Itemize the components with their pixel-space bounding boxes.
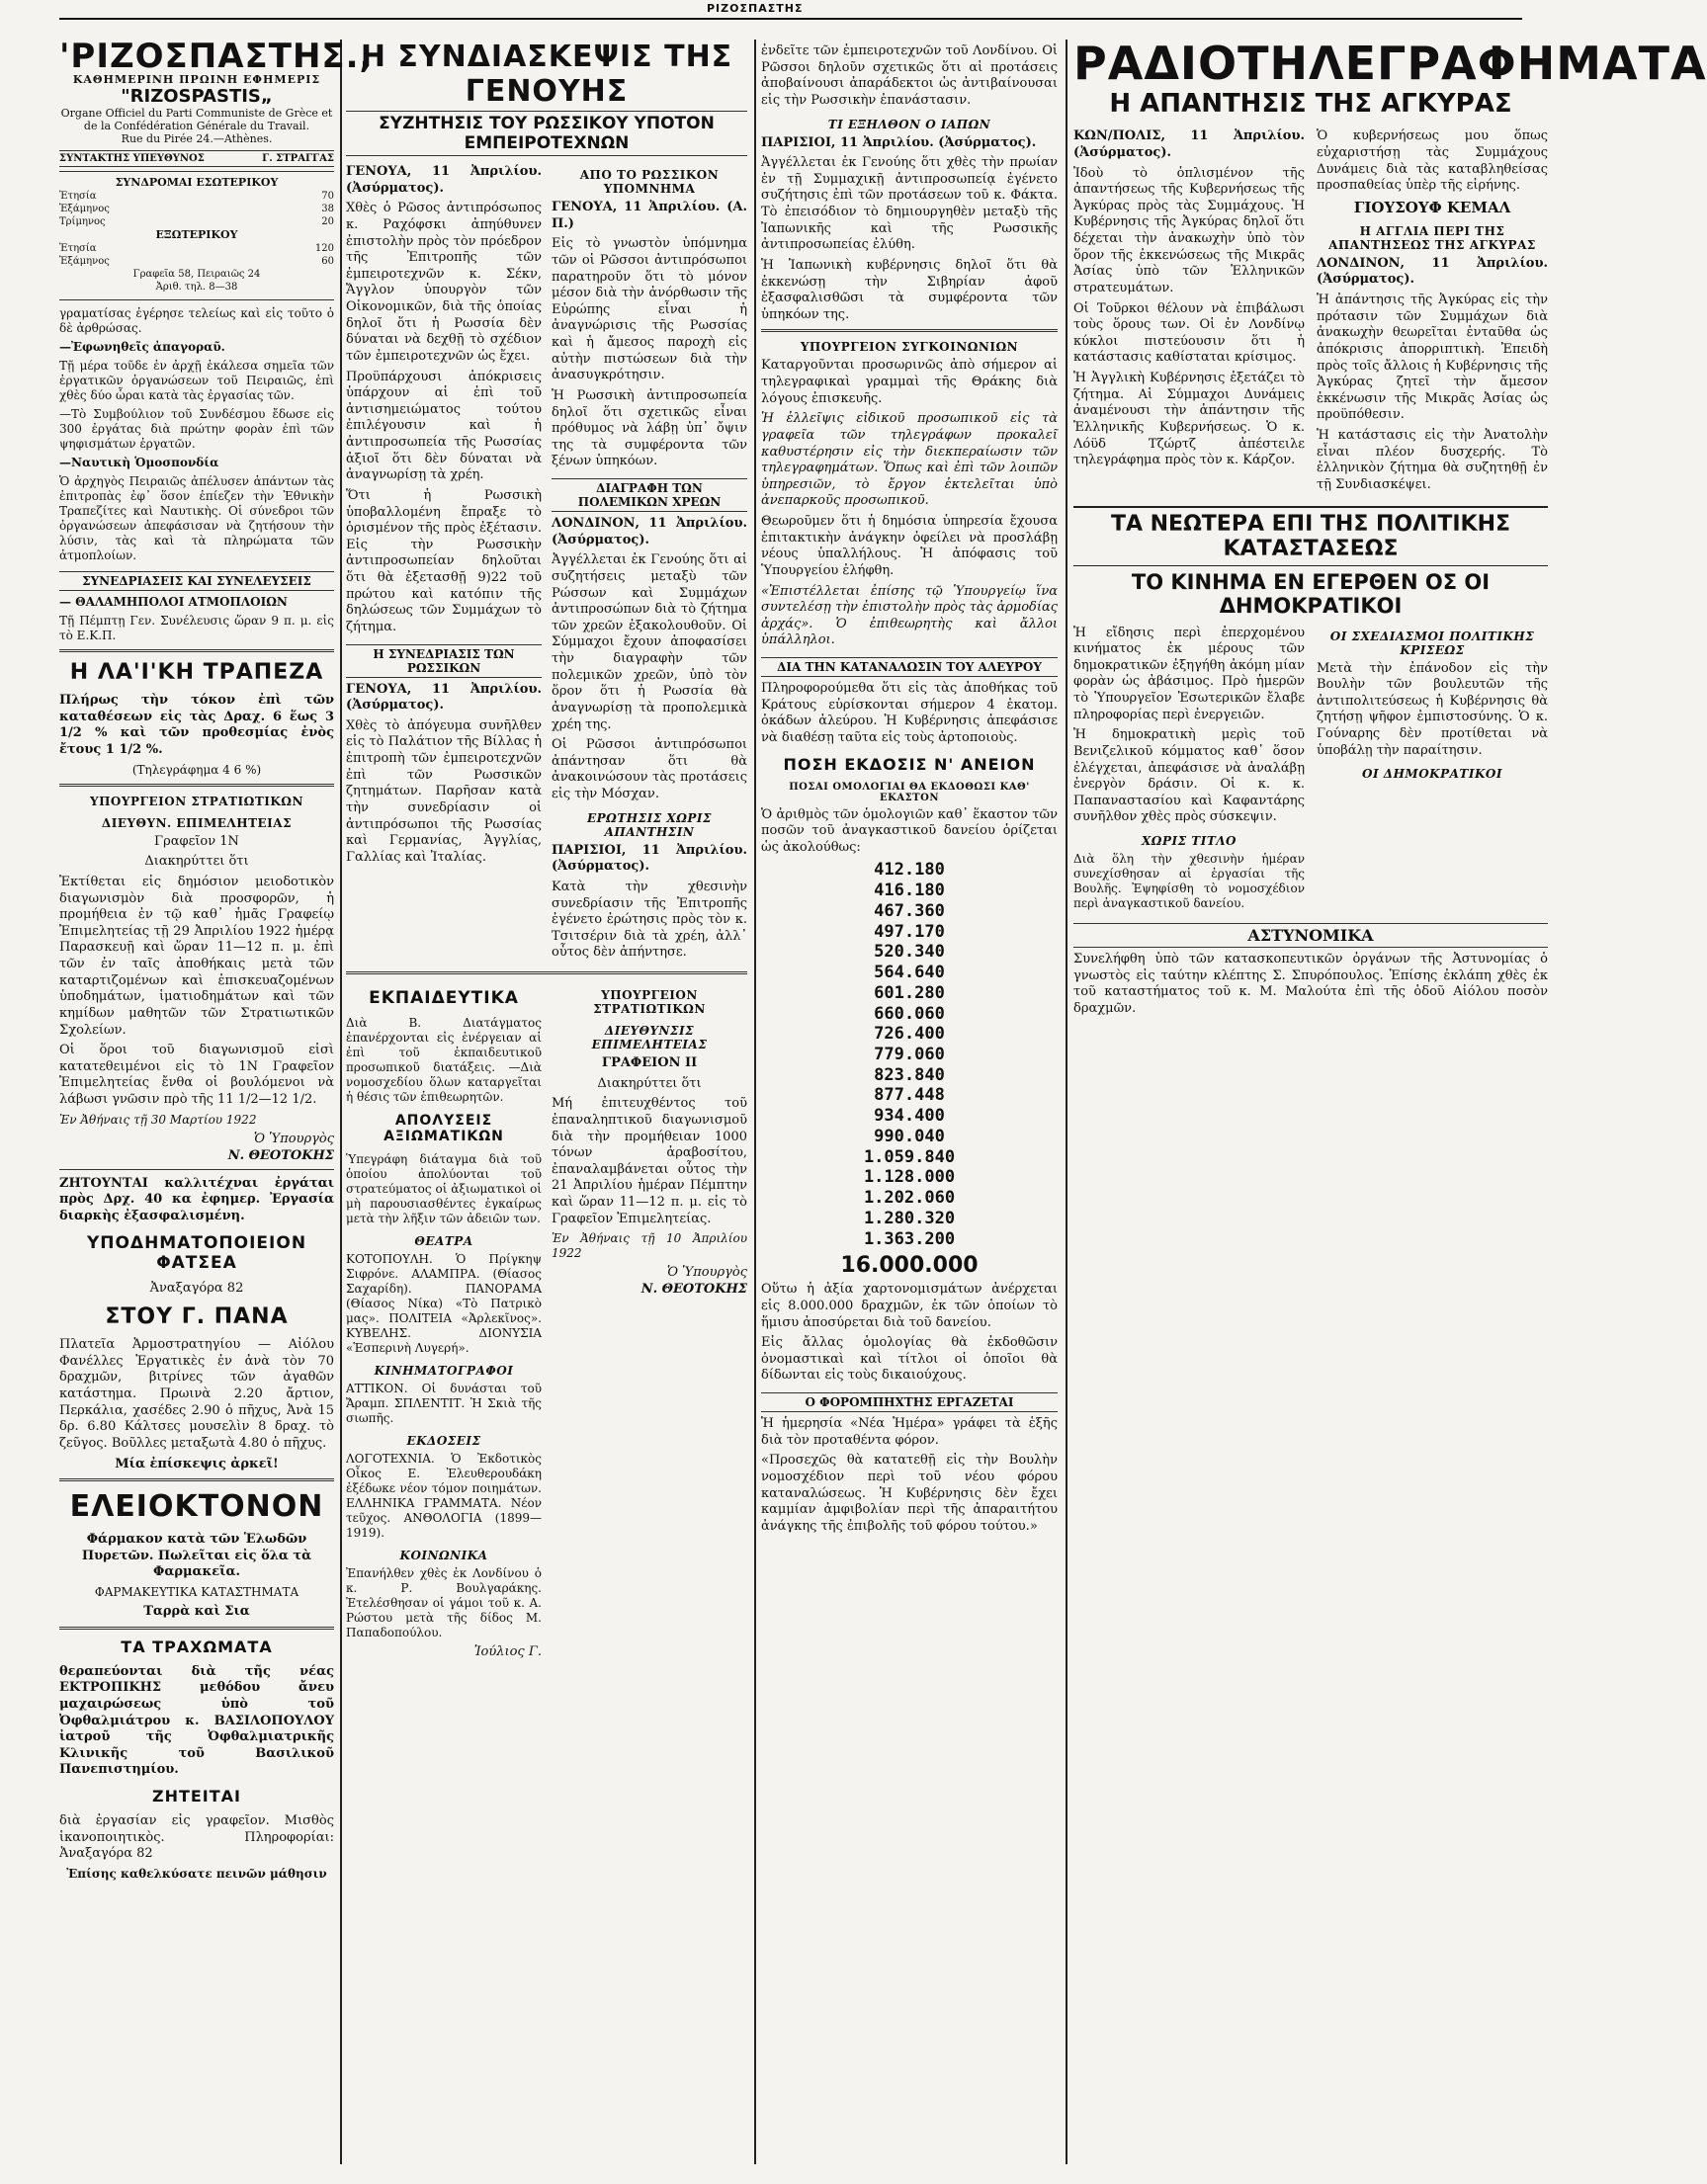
column-2 (346, 40, 747, 2164)
conference-head: Η ΣΥΝΕΔΡΙΑΣΙΣ ΤΩΝ ΡΩΣΣΙΚΩΝ (346, 644, 542, 678)
ministry2-title: ΥΠΟΥΡΓΕΙΟΝ ΣΤΡΑΤΙΩΤΙΚΩΝ (593, 988, 706, 1016)
kemal-text: Ἡ ἀπάντησις τῆς Ἀγκύρας εἰς τὴν πρότασιν τῶν Συμμάχων διὰ ἀνακωχὴν θεωρεῖται ἐνταῦθα ὡς ἀπόκρισις ἀπορριπτικὴ. Ἐπειδὴ πρὸς τοῖς ἄλλοις ἡ Κυβέρνησις τῆς Ἀγκύρας ζητεῖ τὴν ἄμεσον ἐκκένωσιν τῆς Μικρᾶς Ἀσίας ὡς προϋπόθεσιν. (1317, 293, 1548, 423)
pensions-text: Ὑπεγράφη διάταγμα διὰ τοῦ ὁποίου ἀπολύονται τοῦ στρατεύματος οἱ ἀξιωματικοὶ οἱ μὴ παρουσιασθέντες ἐγκαίρως μετὰ τὴν λῆξιν τῶν ἀδειῶν των. (346, 1152, 542, 1225)
workers-text-2: «Προσεχῶς θὰ κατατεθῇ εἰς τὴν Βουλὴν νομοσχέδιον περὶ τοῦ νέου φόρου καταναλώσεως. Ἡ Κυβέρνησις δὲν ἔχει καμμίαν ἀμφιβολίαν περὶ τῆς ἀπαραιτήτου ἀνάγκης τῆς ἐπιβολῆς τοῦ φόρου τούτου.» (761, 1453, 1058, 1534)
japan-text: Ἀγγέλλεται ἐκ Γενούης ὅτι χθὲς τὴν πρωίαν ἐν τῇ Συμμαχικῇ ἀντιπροσωπείᾳ ἐγένετο συζήτησις ἐπὶ τῶν προτάσεων τοῦ κ. Φάκτα. Τὸ ἐπεισόδιον τὸ δημιουργηθὲν μεταξὺ τῆς Ἰαπωνικῆς καὶ τῆς Ρωσσικῆς ἀντιπροσωπείας ἐλύθη. (761, 155, 1058, 253)
police-head: ΑΣΤΥΝΟΜΙΚΑ (1073, 923, 1548, 948)
lower-left (346, 980, 542, 1661)
ministry-text-2: Οἱ ὅροι τοῦ διαγωνισμοῦ εἰσὶ κατατεθειμένοι εἰς τὸ 1Ν Γραφεῖον Ἐπιμελητείας ἔνθα οἱ βουλόμενοι νὰ λάβωσι γνῶσιν πρὸ τῆς 11 1/2—12 1/2. (59, 1043, 334, 1108)
crisis-head: ΟΙ ΣΧΕΔΙΑΣΜΟΙ ΠΟΛΙΤΙΚΗΣ ΚΡΙΣΕΩΣ (1329, 629, 1535, 657)
article-text: Ἡ Ρωσσικὴ ἀντιπροσωπεία δηλοῖ ὅτι σχετικῶς εἶναι πρόθυμος νὰ λάβῃ ὑπ᾽ ὄψιν της τὰ συμφέροντα τῶν ξένων ὑπηκόων. (552, 387, 747, 469)
ministry-subtitle: ΔΙΕΥΘΥΝ. ΕΠΙΜΕΛΗΤΕΙΑΣ (101, 815, 293, 830)
meetings-text: Τῇ Πέμπτῃ Γεν. Συνέλευσις ὥραν 9 π. μ. εἰς τὸ Ε.Κ.Π. (59, 614, 334, 643)
bond-number: 823.840 (874, 1064, 945, 1085)
politics-head: ΤΑ ΝΕΩΤΕΡΑ ΕΠΙ ΤΗΣ ΠΟΛΙΤΙΚΗΣ ΚΑΤΑΣΤΑΣΕΩΣ (1073, 506, 1548, 566)
theatre-title: ΘΕΑΤΡΑ (414, 1234, 473, 1248)
dateline: ΚΩΝ/ΠΟΛΙΣ, 11 Ἀπριλίου. (Ἀσύρματος). (1073, 128, 1305, 160)
insecticide-text: Φάρμακον κατὰ τῶν Ἑλωδῶν Πυρετῶν. Πωλεῖται εἰς ὅλα τὰ Φαρμακεῖα. (81, 1532, 312, 1580)
article-text: Χθὲς τὸ ἀπόγευμα συνῆλθεν εἰς τὸ Παλάτιον τῆς Βίλλας ἡ ἐπιτροπὴ τῶν ἐμπειροτεχνῶν ἐπὶ τῶν Ρωσσικῶν ζητημάτων. Παρῆσαν κατὰ τὴν συνεδρίασιν οἱ ἀντιπρόσωποι τῆς Ρωσσίας καὶ Γερμανίας, Ἀγγλίας, Γαλλίας καὶ Ἰταλίας. (346, 717, 542, 865)
arrest-title: —Ἐφωνηθεῖς ἀπαγοραῦ. (59, 340, 225, 355)
article-text: Ἀγγέλλεται ἐκ Γενούης ὅτι αἱ συζητήσεις μεταξὺ τῶν Ρώσσων καὶ Συμμάχων ἀντιπροσώπων διὰ τὸ ζήτημα τῶν χρεῶν ἐξακολουθοῦν. Οἱ Σύμμαχοι ἔχουν ἀποφασίσει τὴν διαγραφὴν τῶν πολεμικῶν χρεῶν, ὑπὸ τὸν ὅρον ὅτι ἡ Ρωσσία θὰ ἀναγνωρίσῃ τὰ προπολεμικὰ χρέη της. (552, 552, 747, 732)
seek-text: διὰ ἐργασίαν εἰς γραφεῖον. Μισθὸς ἱκανοποιητικὸς. Πληροφορίαι: Ἀναξαγόρα 82 (59, 1813, 334, 1862)
bond-total: 16.000.000 (840, 1253, 979, 1279)
unanswered-head: ΕΡΩΤΗΣΙΣ ΧΩΡΙΣ ΑΠΑΝΤΗΣΙΝ (587, 810, 712, 839)
lead-right (552, 160, 747, 966)
ministry2-signature: Ν. ΘΕΟΤΟΚΗΣ (640, 1282, 747, 1298)
kemal-text-3: Ἡ Ἀγγλικὴ Κυβέρνησις ἐξετάζει τὸ ζήτημα. Αἱ Σύμμαχοι Δυνάμεις ἀναμένουσι τὴν ἀπάντησιν τῆς Ἑλληνικῆς Κυβερνήσεως. Ὁ κ. Λόϋδ Τζώρτζ ἀπέστειλε τηλεγράφημα πρὸς τὸν κ. Κάρζον. (1073, 371, 1305, 468)
communications-text-4: «Ἐπιστέλλεται ἐπίσης τῷ Ὑπουργείῳ ἵνα συντελέσῃ τὴν ἐπιστολὴν πρὸς τὰς ἀρμοδίας ἀρχάς». Ὁ ἐπιθεωρητὴς καὶ ἄλλοι ὑπάλληλοι. (761, 583, 1058, 648)
ministry2-text: Μή ἐπιτευχθέντος τοῦ ἐπαναληπτικοῦ διαγωνισμοῦ διὰ τὴν προμήθειαν 1000 τόνων ἀραβοσίτου, ἐπαναλαμβάνεται οὗτος τὴν 21 Ἀπριλίου ἡμέραν Πέμπτην καὶ ὥραν 11—12 π. μ. εἰς τὸ Γραφεῖον Ἐπιμελητείας. (552, 1096, 747, 1226)
bond-number: 990.040 (874, 1126, 945, 1146)
dateline: ΓΕΝΟΥΑ, 11 Ἀπριλίου. (Α. Π.) (552, 200, 747, 231)
notitle-head: ΧΩΡΙΣ ΤΙΤΛΟ (1141, 834, 1238, 849)
director-name: Γ. ΣΤΡΑΓΓΑΣ (262, 152, 334, 164)
bond-number: 1.059.840 (863, 1146, 956, 1167)
subscription-row (59, 215, 334, 228)
bond-number: 497.170 (874, 921, 945, 942)
arrest-text: Τῇ μέρα τοῦδε ἐν ἀρχῇ ἐκάλεσα σημεῖα τῶν ἐργατικῶν ὀργανώσεων τοῦ Πειραιῶς, ἐπὶ χθὲς δύο ὧραι κατὰ τὰς ἐργασίας τῶν. (59, 359, 334, 403)
cinema-text: ΑΤΤΙΚΟΝ. Οἱ δυνάσται τοῦ Ἄραμπ. ΣΠΛΕΝΤΙΤ. Ἡ Σκιὰ τῆς σιωπῆς. (346, 1382, 542, 1425)
store-title: ΣΤΟΥ Γ. ΠΑΝΑ (105, 1304, 289, 1330)
lead-text: ἐνδεῖτε τῶν ἐμπειροτεχνῶν τοῦ Λονδίνου. Οἱ Ρῶσσοι δηλοῦν σχετικῶς ὅτι αἱ προτάσεις ἀποβαίνουσι ἀπαράδεκτοι ὡς ἀντιβαίνουσαι εἰς τὴν Ρωσσικὴν ἐπανάστασιν. (761, 43, 1058, 108)
workers-text: Ἡ ἡμερησία «Νέα Ἡμέρα» γράφει τὰ ἑξῆς διὰ τὸν προταθέντα φόρον. (761, 1416, 1058, 1448)
trachoma-text: θεραπεύονται διὰ τῆς νέας ΕΚΤΡΟΠΙΚΗΣ μεθόδου ἄνευ μαχαιρώσεως ὑπὸ τοῦ Ὀφθαλμιάτρου κ. ΒΑΣΙΛΟΠΟΥΛΟΥ ἰατροῦ τῆς Ὀφθαλμιατρικῆς Κλινικῆς τοῦ Βασιλικοῦ Πανεπιστημίου. (59, 1663, 334, 1778)
shoe-store-address: Ἀναξαγόρα 82 (149, 1280, 244, 1296)
sub-label: Ἐτησία (59, 190, 97, 202)
ministry-text: Ἐκτίθεται εἰς δημόσιον μειοδοτικὸν διαγωνισμὸν διὰ προσφορῶν, ἡ προμήθεια ἐν τῷ καθ᾽ ἡμᾶς Γραφείῳ Ἐπιμελητείας τῇ 29 Ἀπριλίου 1922 ἡμέρᾳ Παρασκευῇ καὶ ὥραν 11—12 π. μ. ἐπὶ τῶν ἐν ταῖς ἀποθήκαις μετὰ τῶν καταρτιζομένων καὶ ἐπισκευαζομένων ὑποδημάτων, ἱματιοδημάτων καὶ τῶν κημίδων μαθητῶν τῶν Στρατιωτικῶν Σχολείων. (59, 874, 334, 1038)
ministry2-minister: Ὁ Ὑπουργὸς (666, 1265, 747, 1281)
politics-text: Ἡ εἴδησις περὶ ἐπερχομένου κινήματος ἐκ μέρους τῶν δημοκρατικῶν ἐξηγήθη ἀκόμη μίαν φορὰν ὡς ἀβάσιμος. Πρὸ ἡμερῶν τὸ Ὑπουργεῖον Ἐσωτερικῶν ἔλαβε πληροφορίας περὶ ἐνεργειῶν. (1073, 625, 1305, 722)
drachmas-sub: ΠΟΣΑΙ ΟΜΟΛΟΓΙΑΙ ΘΑ ΕΚΔΟΘΩΣΙ ΚΑΘ' ΕΚΑΣΤΟΝ (789, 781, 1030, 803)
bank-sign: (Τηλεγράφημα 4 6 %) (131, 762, 262, 777)
bond-number: 416.180 (874, 881, 945, 901)
ministry2-date: Ἐν Ἀθήναις τῇ 10 Ἀπριλίου 1922 (552, 1231, 747, 1261)
ministry-title: ΥΠΟΥΡΓΕΙΟΝ ΣΤΡΑΤΙΩΤΙΚΩΝ (90, 794, 303, 808)
article-text: Ὅτι ἡ Ρωσσικὴ ὑποβαλλομένη ἔπραξε τὸ ὁρισμένον τῆς πρὸς ἐξέτασιν. Εἰς τὴν Ρωσσικὴν ἀντιπροσωπείαν δηλοῦται ὅτι θὰ ἐξετασθῇ 9)22 τοῦ πρώτου καὶ κατόπιν τῆς δηλώσεως τῶν Συμμάχων τὸ ζήτημα. (346, 487, 542, 634)
bond-number: 467.360 (874, 900, 945, 921)
publications-text: ΛΟΓΟΤΕΧΝΙΑ. Ὁ Ἐκδοτικὸς Οἶκος Ε. Ἐλευθερουδάκη ἐξέδωκε νέον τόμον ποιημάτων. ΕΛΛΗΝΙΚΑ ΓΡΑΜΜΑΤΑ. Νέον τεῦχος. ΑΝΘΟΛΟΓΙΑ (1899—1919). (346, 1452, 542, 1540)
column-rule (340, 40, 342, 2164)
democrats-text: Ἡ δημοκρατικὴ μερὶς τοῦ Βενιζελικοῦ κόμματος καθ᾽ ὅσον ἐλέγχεται, ἀπεφάσισε νὰ ἀναλάβῃ ἐνεργὸν δράσιν. Οἱ κ. κ. Παπαναστασίου καὶ Καφαντάρης συνῆλθον χθὲς πρὸς σύσκεψιν. (1073, 727, 1305, 825)
communications-title: ΥΠΟΥΡΓΕΙΟΝ ΣΥΓΚΟΙΝΩΝΙΩΝ (800, 340, 1019, 355)
ankara-text: Ἰδοὺ τὸ ὁπλισμένον τῆς ἀπαντήσεως τῆς Κυβερνήσεως τῆς Ἀγκύρας πρὸς τὰς Συμμάχους. Ἡ Κυβέρνησις τῆς Ἀγκύρας δηλοῖ ὅτι δέχεται τὴν ἀνακωχὴν ὑπὸ τὸν ὅρον τῆς ἐκκενώσεως τῆς Μικρᾶς Ἀσίας ὑπὸ τῶν Ἑλληνικῶν στρατευμάτων. (1073, 165, 1305, 295)
naval-title: —Ναυτικὴ Ὁμοσπονδία (59, 456, 219, 470)
article-text: Προϋπάρχουσι ἀπόκρισεις ὑπάρχουν αἱ ἐπὶ τοῦ ἀντισημειώματος τούτου ἐπιλέγουσιν καὶ ἡ ἀντιπροσωπεία τῆς Ρωσσίας ἀξιοῖ ὅτι δὲν δύναται νὰ ἀναγνωρίσῃ τὰ χρέη. (346, 369, 542, 483)
bank-title: Η ΛΑ'Ι'ΚΗ ΤΡΑΠΕΖΑ (69, 660, 324, 686)
crisis-text: Μετὰ τὴν ἐπάνοδον εἰς τὴν Βουλὴν τῶν βουλευτῶν τῆς ἀντιπολιτεύσεως ἡ Κυβέρνησις θὰ ζητήσῃ ψῆφον ἐμπιστοσύνης. Ὁ κ. Γούναρης δὲν προτίθεται νὰ ὑποβάλῃ τὴν παραίτησιν. (1317, 660, 1548, 758)
politics-left (1073, 622, 1305, 916)
social-title: ΚΟΙΝΩΝΙΚΑ (399, 1549, 488, 1562)
bond-number: 779.060 (874, 1044, 945, 1064)
pharmacy-label: ΦΑΡΜΑΚΕΥΤΙΚΑ ΚΑΤΑΣΤΗΜΑΤΑ (94, 1585, 299, 1600)
shoe-store-title: ΥΠΟΔΗΜΑΤΟΠΟΙΕΙΟΝ ΦΑΤΣΕΑ (86, 1232, 307, 1273)
kemal-text-2: Οἱ Τοῦρκοι θέλουν νὰ ἐπιβάλωσι τοὺς ὅρους των. Οἱ ἐν Λονδίνῳ κύκλοι πιστεύουσιν ὅτι ἡ κατάστασις καθίσταται κρίσιμος. (1073, 300, 1305, 366)
kemal-text-4: Ἡ κατάστασις εἰς τὴν Ἀνατολὴν εἶναι πλέον δυσχερής. Τὸ ἑλληνικὸν ζήτημα θὰ συζητηθῇ ἐν τῇ Συνδιασκέψει. (1317, 428, 1548, 492)
intro-text: γραματίσας ἐγέρησε τελείως καὶ εἰς τοῦτο ὁ δὲ ἀρθρώσας. (59, 306, 334, 336)
communications-text: Καταργοῦνται προσωρινῶς ἀπὸ σήμερον αἱ τηλεγραφικαὶ γραμμαὶ τῆς Θράκης διὰ λόγους ἐπισκευῆς. (761, 358, 1058, 406)
running-title: ΡΙΖΟΣΠΑΣΤΗΣ (707, 2, 804, 15)
column-rule (754, 40, 756, 2164)
meetings-title: — ΘΑΛΑΜΗΠΟΛΟΙ ΑΤΜΟΠΛΟΙΩΝ (59, 595, 288, 610)
lower-columns (346, 980, 747, 1661)
main-subheadline: ΣΥΖΗΤΗΣΙΣ ΤΟΥ ΡΩΣΣΙΚΟΥ ΥΠΟΤΟΝ ΕΜΠΕΙΡΟΤΕΧΝΩΝ (346, 111, 747, 156)
radio-headline: ΡΑΔΙΟΤΗΛΕΓΡΑΦΗΜΑΤΑ (1073, 37, 1707, 90)
article-text: Εἰς τὸ γνωστὸν ὑπόμνημα τῶν οἱ Ρῶσσοι ἀντιπρόσωποι παρατηροῦν ὅτι τὸ μόνον μέσον διὰ τὴν ἀνόρθωσιν τῆς Εὐρώπης εἶναι ἡ ἀναγνώρισις τῆς Ρωσσίας καὶ ἡ ἄμεσος παροχὴ εἰς αὐτὴν πιστώσεων διὰ τὴν ἀνασυγκρότησιν. (552, 236, 747, 383)
director-label: ΣΥΝΤΑΚΤΗΣ ΥΠΕΥΘΥΝΟΣ (59, 152, 205, 164)
column-rule (1066, 40, 1067, 2164)
politics-right (1317, 622, 1548, 916)
dateline: ΠΑΡΙΣΙΟΙ, 11 Ἀπριλίου. (Ἀσύρματος). (552, 842, 747, 875)
article-text: Οἱ Ρῶσσοι ἀντιπρόσωποι ἀπάντησαν ὅτι θὰ ἀνακοινώσουν τὰς προτάσεις εἰς τὴν Μόσχαν. (552, 737, 747, 801)
yusuf-head: ΓΙΟΥΣΟΥΦ ΚΕΜΑΛ (1353, 198, 1511, 216)
pensions-title: ΑΠΟΛΥΣΕΙΣ ΑΞΙΩΜΑΤΙΚΩΝ (384, 1113, 504, 1144)
insecticide-title: ΕΛΕΙΟΚΤΟΝΟΝ (69, 1489, 324, 1525)
workers-head: Ο ΦΟΡΟΜΠΗΧΤΗΣ ΕΡΓΑΖΕΤΑΙ (761, 1392, 1058, 1412)
article-text: Χθὲς ὁ Ρῶσος ἀντιπρόσωπος κ. Ραχόφσκι ἀπηύθυνεν ἐπιστολὴν πρὸς τὸν πρόεδρον τῆς Ἐπιτροπῆς τῶν ἐμπειροτεχνῶν κ. Σέκν, Ἄγγλον ὑπουργὸν τῶν Οἰκονομικῶν, διὰ τῆς ὁποίας δηλοῖ ὅτι ἡ Ρωσσία δὲν δύναται νὰ δεχθῇ τὸ σχέδιον τῶν ἐμπειροτεχνῶν ὡς ἔχει. (346, 201, 542, 364)
subscription-row (59, 255, 334, 268)
sub-value: 120 (314, 243, 334, 255)
ankara-text-2: Ὁ κυβερνήσεως μου ὅπως εὐχαριστήσῃ τὰς Συμμάχους Δυνάμεις διὰ τὰς καταβληθείσας προσπαθείας ὑπὲρ τῆς εἰρήνης. (1317, 128, 1548, 194)
column-4 (1073, 37, 1707, 2164)
japan-head: ΤΙ ΕΞΗΛΘΟΝ Ο ΙΑΠΩΝ (827, 117, 991, 131)
ministry-minister: Ὁ Ὑπουργὸς (253, 1131, 334, 1146)
politics-columns (1073, 622, 1548, 916)
debts-head: ΔΙΑΓΡΑΦΗ ΤΩΝ ΠΟΛΕΜΙΚΩΝ ΧΡΕΩΝ (552, 478, 747, 512)
ministry2-subtitle: ΔΙΕΥΘΥΝΣΙΣ ΕΠΙΜΕΛΗΤΕΙΑΣ (591, 1024, 708, 1051)
subscriptions-header: ΣΥΝΔΡΟΜΑΙ ΕΣΩΤΕΡΙΚΟΥ (115, 175, 279, 189)
subscription-row (59, 203, 334, 215)
sub-label: Ἑξάμηνος (59, 256, 110, 268)
sub-label: Ἐτησία (59, 243, 97, 255)
kemal-head: Η ΑΓΓΛΙΑ ΠΕΡΙ ΤΗΣ ΑΠΑΝΤΗΣΕΩΣ ΤΗΣ ΑΓΚΥΡΑΣ (1328, 223, 1536, 252)
director-bar (59, 150, 334, 167)
sub-label: Τρίμηνος (59, 215, 106, 227)
education-text: Διὰ Β. Διατάγματος ἐπανέρχονται εἰς ἐνέργειαν αἱ ἐπὶ τοῦ ἐκπαιδευτικοῦ προσωπικοῦ διατάξεις. —Διὰ νομοσχεδίου ὅλων καταργεῖται ἡ θέσις τῶν ἐπιθεωρητῶν. (346, 1016, 542, 1104)
bond-number: 520.340 (874, 942, 945, 963)
sidebar-head: ΑΠΟ ΤΟ ΡΩΣΣΙΚΟΝ ΥΠΟΜΝΗΜΑ (579, 168, 720, 196)
sub-label: Ἑξάμηνος (59, 203, 110, 214)
politics-sub: ΤΟ ΚΙΝΗΜΑ ΕΝ ΕΓΕΡΘΕΝ ΟΣ ΟΙ ΔΗΜΟΚΡΑΤΙΚΟΙ (1131, 569, 1491, 618)
pharmacy-name: Ταρρὰ καὶ Σια (143, 1604, 250, 1620)
bond-number: 934.400 (874, 1106, 945, 1127)
phone-number: Ἀριθ. τηλ. 8—38 (155, 282, 238, 294)
naval-text: Ὁ ἀρχηγὸς Πειραιῶς ἀπέλυσεν ἁπάντων τὰς ἐπιτροπὰς ἐφ᾽ ὅσον ἐπίεζεν τὴν Ἐθνικὴν Τραπεζίτες καὶ Ναυτικὴς. Οἱ σύνεδροι τῶν ὀργανώσεων ἀπεφάσισαν νὰ ζητήσουν τὴν λύσιν, τὰς καὶ τὰ πληρώματα τῶν ἀτμοπλοίων. (59, 474, 334, 563)
subscriptions (59, 176, 334, 294)
ministry2-office: ΓΡΑΦΕΙΟΝ ΙΙ (601, 1055, 698, 1070)
column-3 (761, 40, 1058, 2164)
cinema-title: ΚΙΝΗΜΑΤΟΓΡΑΦΟΙ (374, 1364, 514, 1378)
ministry-office: Γραφεῖον 1Ν (154, 833, 239, 849)
lead-columns (346, 160, 747, 966)
ministry-signature: Ν. ΘΕΟΤΟΚΗΣ (227, 1147, 334, 1163)
notitle-text: Διὰ ὅλη τὴν χθεσινὴν ἡμέραν συνεχίσθησαν αἱ ἐργασίαι τῆς Βουλῆς. Ἐψηφίσθη τὸ νομοσχέδιον περὶ ἀναγκαστικοῦ δανείου. (1073, 852, 1305, 911)
newspaper-latin-name: "RIZOSPASTIS„ (121, 86, 273, 107)
drachmas-text: Ὁ ἀριθμὸς τῶν ὁμολογιῶν καθ᾽ ἕκαστον τῶν ποσῶν τοῦ ἀναγκαστικοῦ δανείου ὀρίζεται ὡς ἀκολούθως: (761, 806, 1058, 855)
radio-columns (1073, 125, 1548, 497)
seek-title: ΖΗΤΕΙΤΑΙ (151, 1787, 242, 1806)
bond-number: 1.363.200 (863, 1228, 956, 1249)
ministry-date: Ἐν Ἀθήναις τῇ 30 Μαρτίου 1922 (59, 1112, 257, 1127)
trachoma-title: ΤΑ ΤΡΑΧΩΜΑΤΑ (121, 1637, 273, 1656)
drachmas-text-2: Οὕτω ἡ ἀξία χαρτονομισμάτων ἀνέρχεται εἰς 8.000.000 δραχμῶν, ἐκ τῶν ὁποίων τὸ ἥμισυ ἀποσύρεται διὰ τοῦ δανείου. (761, 1282, 1058, 1330)
masthead (59, 37, 374, 172)
drachmas-head: ΠΟΣΗ ΕΚΔΟΣΙΣ Ν' ΑΝΕΙΟΝ (783, 754, 1036, 774)
wanted-text: ΖΗΤΟΥΝΤΑΙ καλλιτέχναι ἐργάται πρὸς Δρχ. 40 κα ἐφημερ. Ἐργασία διαρκὴς ἐξασφαλισμένη. (59, 1175, 334, 1223)
subscription-row (59, 242, 334, 255)
police-text: Συνελήφθη ὑπὸ τῶν κατασκοπευτικῶν ὀργάνων τῆς Ἀστυνομίας ὁ γνωστὸς εἰς ταύτην κλέπτης Σ. Σπυρόπουλος. Ἐπίσης ἐκλάπη χθὲς ἐκ τοῦ καταστήματος τοῦ κ. Μ. Μαλούτα ἐπὶ τῆς ὁδοῦ Αἰόλου ποσὸν δραχμῶν. (1073, 952, 1548, 1016)
office-address: Γραφεῖα 58, Πειραιῶς 24 (132, 269, 261, 281)
drachmas-text-3: Εἰς ἄλλας ὁμολογίας θὰ ἐκδοθῶσιν ὀνομαστικαὶ καὶ τίτλοι οἱ ὁποῖοι θὰ δίδωνται εἰς τοὺς δικαιούχους. (761, 1335, 1058, 1384)
newspaper-tagline: ΚΑΘΗΜΕΡΙΝΗ ΠΡΩΙΝΗ ΕΦΗΜΕΡΙΣ (72, 73, 321, 86)
bond-number: 412.180 (874, 860, 945, 881)
page-header (0, 0, 1581, 22)
bond-number: 1.128.000 (863, 1167, 956, 1188)
communications-text-2: Ἡ ἐλλεῖψις εἰδικοῦ προσωπικοῦ εἰς τὰ γραφεῖα τῶν τηλεγράφων προκαλεῖ καθυστέρησιν εἰς τὴν διεκπεραίωσιν τῶν τηλεγραφημάτων. Ὅπως καὶ ἐπὶ τῶν λοιπῶν ὑπηρεσιῶν, τὸ ἔργον ἐκτελεῖται ὑπὸ ἀνεπαρκοῦς προσωπικοῦ. (761, 411, 1058, 509)
auction-head: ΔΙΑ ΤΗΝ ΚΑΤΑΝΑΛΩΣΙΝ ΤΟΥ ΑΛΕΥΡΟΥ (761, 657, 1058, 677)
communications-text-3: Θεωροῦμεν ὅτι ἡ δημόσια ὑπηρεσία ἔχουσα ἐπιτακτικὴν ἀνάγκην ὀφείλει νὰ προσλάβῃ νέους ὑπαλλήλους. Ἡ ἀπόφασις τοῦ Ὑπουργείου ἐλήφθη. (761, 514, 1058, 578)
sub-value: 20 (321, 215, 334, 227)
column-1 (59, 37, 374, 2164)
top-rule (59, 18, 1522, 20)
main-headline: Η ΣΥΝΔΙΑΣΚΕΨΙΣ ΤΗΣ ΓΕΝΟΥΗΣ (360, 40, 733, 109)
dateline: ΛΟΝΔΙΝΟΝ, 11 Ἀπριλίου. (Ἀσύρματος). (552, 516, 747, 547)
radio-left (1073, 125, 1305, 497)
sub-value: 70 (321, 190, 334, 202)
education-title: ΕΚΠΑΙΔΕΥΤΙΚΑ (369, 988, 519, 1008)
radio-right (1317, 125, 1548, 497)
lead-left (346, 160, 542, 966)
lower-right (552, 980, 747, 1661)
newspaper-name: 'ΡΙΖΟΣΠΑΣΤΗΣ., (59, 37, 374, 76)
auction-text: Πληροφορούμεθα ὅτι εἰς τὰς ἀποθήκας τοῦ Κράτους εὑρίσκονται σήμερον 4 ἑκατομ. ὀκάδων ἀλεύρου. Ἡ Κυβέρνησις ἀπεφάσισε νὰ διαθέσῃ ταῦτα εἰς τοὺς ἀρτοποιοὺς. (761, 681, 1058, 745)
address: Rue du Pirée 24.—Athènes. (121, 132, 273, 146)
democrats-head: ΟΙ ΔΗΜΟΚΡΑΤΙΚΟΙ (1362, 767, 1502, 782)
sub-value: 60 (321, 256, 334, 268)
social-signature: Ἰούλιος Γ. (473, 1644, 542, 1659)
bank-text: Πλήρως τὴν τόκον ἐπὶ τῶν καταθέσεων εἰς τὰς Δραχ. 6 ἕως 3 1/2 % καὶ τῶν προθεσμίας ἐνὸς ἔτους 1 1/2 %. (59, 693, 334, 758)
article-text: Κατὰ τὴν χθεσινὴν συνεδρίασιν τῆς Ἐπιτροπῆς ἐγένετο ἐρώτησις πρὸς τὸν κ. Τσιτσέριν διὰ τὰ χρέη, ἀλλ᾽ οὗτος δὲν ἀπήντησε. (552, 879, 747, 961)
dateline: ΠΑΡΙΣΙΟΙ, 11 Ἀπριλίου. (Ἀσύρματος). (761, 134, 1037, 150)
store-text: Πλατεῖα Ἀρμοστρατηγίου — Αἰόλου Φανέλλες Ἐργατικὲς ἐν ἀνὰ τὸν 70 δραχμῶν, βιτρίνες τῶν ἀγαθῶν κατάστημα. Πρωινὰ 2.20 ἄρτιον, Περκάλια, χασέδες 2.90 ὁ πῆχυς, Ἀνὰ 15 δρ. 6.80 Κάλτσες μουσελὶν 8 δραχ. τὸ ζεῦγος. Βοῦλλες μεταξωτὰ 4.80 ὁ πῆχυς. (59, 1337, 334, 1451)
ministry-announce: Διακηρύττει ὅτι (144, 854, 249, 870)
publications-title: ΕΚΔΟΣΕΙΣ (406, 1434, 481, 1448)
bond-number: 601.280 (874, 982, 945, 1003)
social-text: Ἐπανήλθεν χθὲς ἐκ Λονδίνου ὁ κ. Ρ. Βουλγαράκης. Ἐτελέσθησαν οἱ γάμοι τοῦ κ. Α. Ρώστου μετὰ τῆς δίδος Μ. Παπαδοπούλου. (346, 1566, 542, 1639)
arrest-text-2: —Τὸ Συμβούλιον τοῦ Συνδέσμου ἔδωσε εἰς 300 ἐργάτας διὰ πρώτην φορὰν ἐπὶ τῶν ψηφισμάτων ἐργατῶν. (59, 407, 334, 452)
theatre-text: ΚΟΤΟΠΟΥΛΗ. Ὁ Πρίγκηψ Σιφρόνε. ΑΛΑΜΠΡΑ. (Θίασος Σαχαρίδη). ΠΑΝΟΡΑΜΑ (Θίασος Νίκα) «Τὸ Πατρικὸ μας». ΠΟΛΙΤΕΙΑ «Ἀρλεκῖνος». ΚΥΒΕΛΗΣ. ΔΙΟΝΥΣΙΑ «Ἑσπερινὴ Λυγερή». (346, 1252, 542, 1355)
bond-number: 877.448 (874, 1085, 945, 1106)
store-tagline: Μία ἐπίσκεψις ἀρκεῖ! (115, 1456, 279, 1471)
ministry2-announce: Διακηρύττει ὅτι (597, 1075, 702, 1091)
japan-text-2: Ἡ Ἰαπωνικὴ κυβέρνησις δηλοῖ ὅτι θὰ ἐκκενώσῃ τὴν Σιβηρίαν ἀφοῦ ἐξασφαλισθῶσι τὰ συμφέροντα τῶν ὑπηκόων της. (761, 257, 1058, 322)
bond-number: 1.202.060 (863, 1188, 956, 1209)
dateline: ΓΕΝΟΥΑ, 11 Ἀπριλίου. (Ἀσύρματος). (346, 681, 542, 714)
subscriptions-foreign-header: ΕΞΩΤΕΡΙΚΟΥ (155, 227, 238, 241)
bond-number: 660.060 (874, 1003, 945, 1024)
dateline: ΓΕΝΟΥΑ, 11 Ἀπριλίου. (Ἀσύρματος). (346, 164, 542, 196)
radio-subheadline: Η ΑΠΑΝΤΗΣΙΣ ΤΗΣ ΑΓΚΥΡΑΣ (1109, 89, 1512, 120)
bond-numbers (761, 860, 1058, 1249)
meetings-header: ΣΥΝΕΔΡΙΑΣΕΙΣ ΚΑΙ ΣΥΝΕΛΕΥΣΕΙΣ (59, 571, 334, 591)
subscription-row (59, 190, 334, 203)
bond-number: 1.280.320 (863, 1208, 956, 1228)
dateline: ΛΟΝΔΙΝΟΝ, 11 Ἀπριλίου. (Ἀσύρματος). (1317, 255, 1548, 288)
bond-number: 726.400 (874, 1024, 945, 1045)
bond-number: 564.640 (874, 963, 945, 983)
sub-value: 38 (321, 203, 334, 214)
organ-text: Organe Officiel du Parti Communiste de Grèce et de la Confédération Générale du Travail. (60, 107, 333, 133)
seek-tagline: Ἐπίσης καθελκύσατε πεινῶν μάθησιν (66, 1866, 327, 1881)
